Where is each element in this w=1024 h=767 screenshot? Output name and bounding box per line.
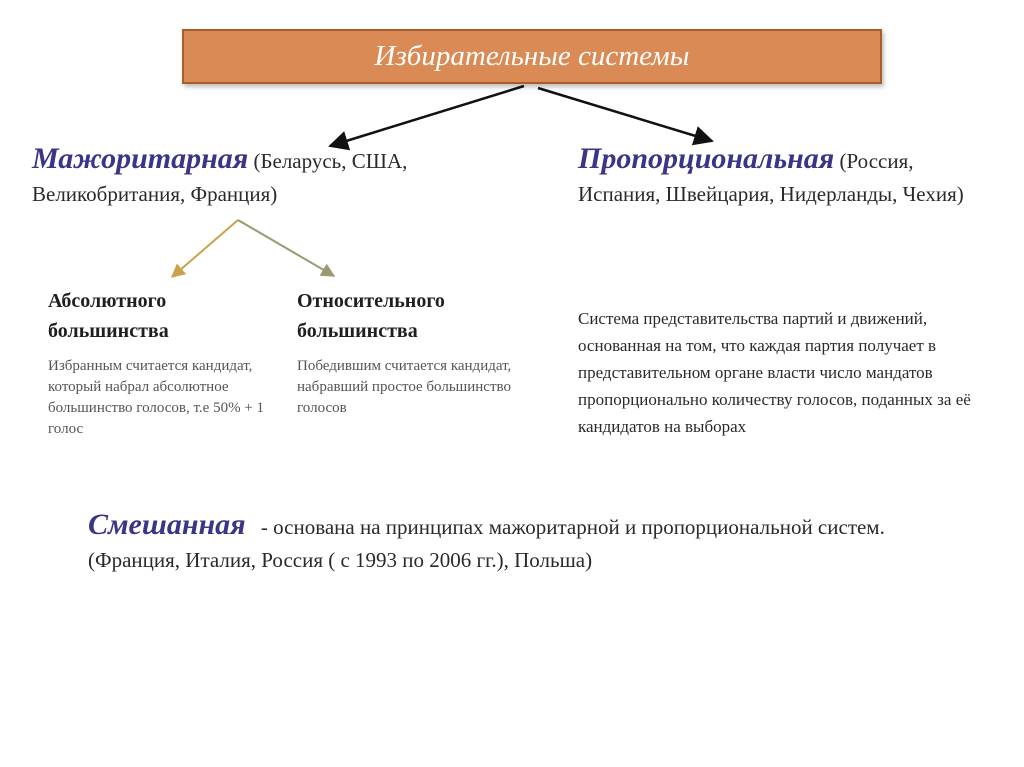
absolute-majority-title: Абсолютного большинства: [48, 290, 169, 342]
proportional-description-block: [578, 305, 998, 440]
mixed-block: [88, 508, 948, 577]
mixed-heading: Смешанная: [88, 508, 246, 541]
relative-majority-description: Победившим считается кандидат, набравший простое большинство голосов: [297, 358, 512, 416]
arrow-to-absolute: [172, 220, 238, 277]
absolute-majority-block: [48, 286, 280, 440]
absolute-majority-description: Избранным считается кандидат, который набрал абсолютное большинство голосов, т.е 50% + 1 голос: [48, 358, 265, 437]
arrow-to-majoritarian: [330, 86, 524, 146]
relative-majority-block: [297, 286, 519, 419]
proportional-description: Система представительства партий и движений, основанная на том, что каждая партия получает в представительном органе власти число мандатов пропорционально количеству голосов, поданных за её кандидатов на выборах: [578, 309, 971, 436]
proportional-block: [578, 142, 988, 211]
proportional-heading: Пропорциональная: [578, 142, 835, 175]
arrow-to-relative: [238, 220, 334, 276]
proportional-countries: (Россия, Испания, Швейцария, Нидерланды, Чехия): [578, 149, 964, 206]
diagram-title: Избирательные системы: [374, 40, 690, 72]
mixed-description: - основана на принципах мажоритарной и пропорциональной систем. (Франция, Италия, Россия ( с 1993 по 2006 гг.), Польша): [88, 515, 885, 572]
majoritarian-countries: (Беларусь, США, Великобритания, Франция): [32, 149, 408, 206]
majoritarian-block: [32, 142, 452, 211]
arrow-to-proportional: [538, 88, 712, 141]
majoritarian-heading: Мажоритарная: [32, 142, 249, 175]
relative-majority-title: Относительного большинства: [297, 290, 445, 342]
